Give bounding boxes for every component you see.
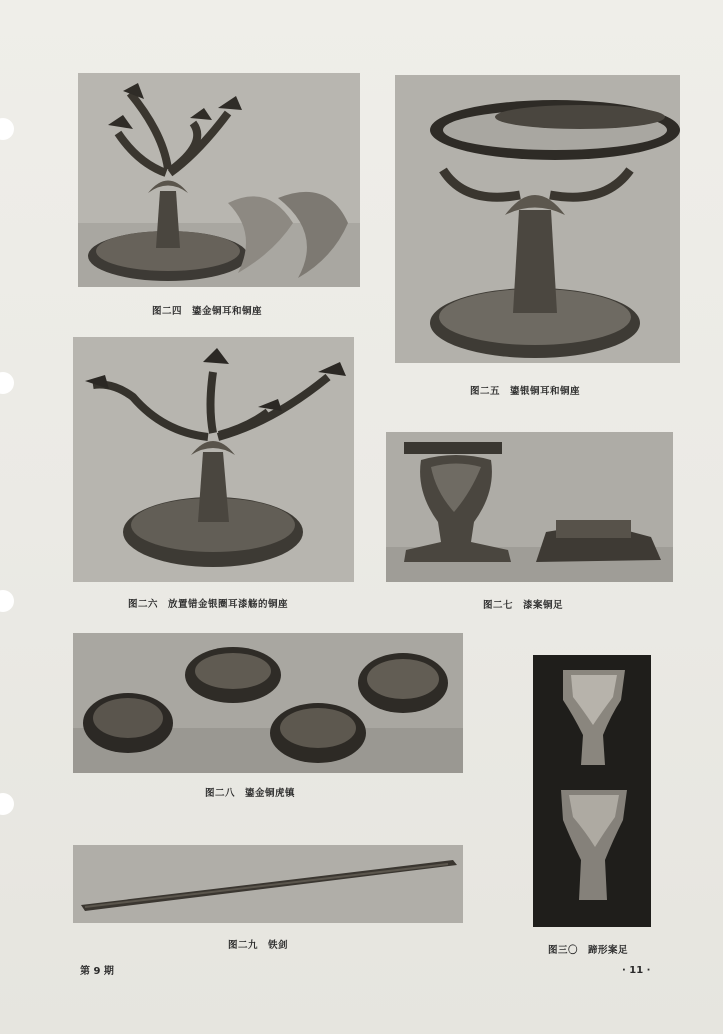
binding-hole [0, 590, 14, 612]
figure-26-caption: 图二六 放置错金银圈耳漆觞的铜座 [128, 599, 289, 610]
binding-hole [0, 793, 14, 815]
figure-24-photo [78, 73, 360, 287]
figure-30-caption: 图三〇 蹄形案足 [548, 945, 629, 956]
figure-24-caption: 图二四 鎏金铜耳和铜座 [152, 306, 263, 317]
figure-28-photo [73, 633, 463, 773]
figure-25-photo [395, 75, 680, 363]
figure-28-caption: 图二八 鎏金铜虎镇 [205, 788, 296, 799]
figure-26-photo [73, 337, 354, 582]
figure-25-caption: 图二五 鎏银铜耳和铜座 [470, 386, 581, 397]
page-number: · 11 · [622, 965, 651, 976]
figure-29-caption: 图二九 铁剑 [228, 940, 289, 951]
figure-27-photo [386, 432, 673, 582]
figure-29-photo [73, 845, 463, 923]
issue-number: 第 9 期 [80, 966, 114, 977]
binding-hole [0, 372, 14, 394]
figure-30-photo [533, 655, 651, 927]
figure-27-caption: 图二七 漆案铜足 [483, 600, 564, 611]
binding-hole [0, 118, 14, 140]
